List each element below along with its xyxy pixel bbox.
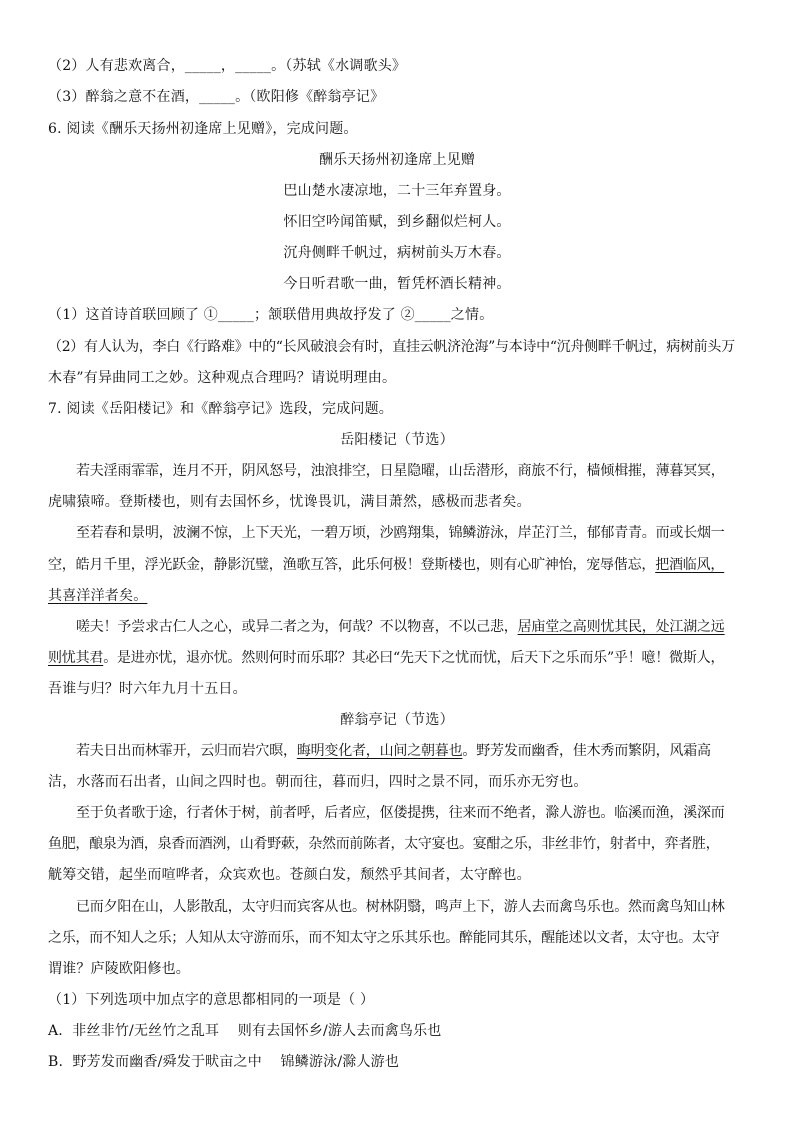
passage-a-p3-line-2-text: 。是进亦忧，退亦忧。然则何时而乐耶？其必曰“先天下之忧而忧，后天下之乐而乐”乎！噫！微斯人， xyxy=(103,650,725,666)
passage-b-p1-line-1 xyxy=(76,741,776,761)
underlined-phrase: 晦明变化者，山间之朝暮也 xyxy=(296,743,463,759)
passage-a-p3-line-1-text: 嗟夫！予尝求古仁人之心，或异二者之为，何哉？不以物喜，不以己悲， xyxy=(76,619,518,635)
q6-sub-2-line-1: （2）有人认为，李白《行路难》中的“长风破浪会有时，直挂云帆济沧海”与本诗中“沉舟侧畔千帆过，病树前头万 xyxy=(48,339,735,355)
passage-b-p3-line-3: 谓谁？庐陵欧阳修也。 xyxy=(48,961,190,977)
passage-b-p2-line-3: 觥筹交错，起坐而喧哗者，众宾欢也。苍颜白发，颓然乎其间者，太守醉也。 xyxy=(48,867,531,883)
passage-b-p1-line-1-text-b: 。野芳发而幽香，佳木秀而繁阴，风霜高 xyxy=(462,743,711,759)
poem-line-2: 怀旧空吟闻笛赋，到乡翻似烂柯人。 xyxy=(283,214,511,230)
passage-a-title: 岳阳楼记（节选） xyxy=(340,432,454,448)
poem-title: 酬乐天扬州初逢席上见赠 xyxy=(318,152,476,168)
passage-b-p3-line-2: 之乐，而不知人之乐；人知从太守游而乐，而不知太守之乐其乐也。醉能同其乐，醒能述以文者，太守也。太守 xyxy=(48,930,720,946)
q6-sub-2-line-2: 木春”有异曲同工之妙。这种观点合理吗？请说明理由。 xyxy=(48,370,397,386)
underlined-phrase: 居庙堂之高则忧其民，处江湖之远 xyxy=(517,619,725,635)
passage-a-p3-line-2 xyxy=(48,648,748,668)
poem-line-3: 沉舟侧畔千帆过，病树前头万木春。 xyxy=(283,245,511,261)
poem-line-1: 巴山楚水凄凉地，二十三年弃置身。 xyxy=(283,183,511,199)
q6-prompt: 6. 阅读《酬乐天扬州初逢席上见赠》，完成问题。 xyxy=(48,121,358,137)
passage-a-p1-line-1: 若夫淫雨霏霏，连月不开，阴风怒号，浊浪排空，日星隐曜，山岳潜形，商旅不行，樯倾楫摧，薄暮冥冥， xyxy=(76,463,725,479)
passage-a-p2-line-2-text: 空，皓月千里，浮光跃金，静影沉璧，渔歌互答，此乐何极！登斯楼也，则有心旷神怡，宠辱偕忘， xyxy=(48,557,656,573)
underlined-phrase: 其喜洋洋者矣。 xyxy=(48,588,148,604)
passage-a-p3-line-1 xyxy=(76,617,776,637)
passage-a-p3-line-3: 吾谁与归？时六年九月十五日。 xyxy=(48,681,247,697)
q7-prompt: 7. 阅读《岳阳楼记》和《醉翁亭记》选段，完成问题。 xyxy=(48,401,394,417)
passage-a-p1-line-2: 虎啸猿啼。登斯楼也，则有去国怀乡，忧谗畏讥，满目萧然，感极而悲者矣。 xyxy=(48,494,531,510)
passage-b-p2-line-2: 鱼肥，酿泉为酒，泉香而酒洌，山肴野蔌，杂然而前陈者，太守宴也。宴酣之乐，非丝非竹，射者中，弈者胜， xyxy=(48,836,720,852)
q5-item-3: （3）醉翁之意不在酒，_____。（欧阳修《醉翁亭记》 xyxy=(48,89,385,105)
passage-a-p2-line-3 xyxy=(48,586,748,606)
poem-line-4: 今日听君歌一曲，暂凭杯酒长精神。 xyxy=(283,276,511,292)
passage-b-p2-line-1: 至于负者歌于途，行者休于树，前者呼，后者应，伛偻提携，往来而不绝者，滁人游也。临溪而渔，溪深而 xyxy=(76,805,725,821)
passage-b-p1-line-1-text-a: 若夫日出而林霏开，云归而岩穴暝， xyxy=(76,743,297,759)
passage-b-p3-line-1: 已而夕阳在山，人影散乱，太守归而宾客从也。树林阴翳，鸣声上下，游人去而禽鸟乐也。然而禽鸟知山林 xyxy=(76,899,725,915)
underlined-phrase: 把酒临风， xyxy=(655,557,725,573)
option-b: B. 野芳发而幽香/舜发于畎亩之中 锦鳞游泳/滁人游也 xyxy=(48,1054,400,1070)
underlined-phrase: 则忧其君 xyxy=(48,650,104,666)
q5-item-2: （2）人有悲欢离合，_____，_____。（苏轼《水调歌头》 xyxy=(48,58,407,74)
q7-sub-1: （1）下列选项中加点字的意思都相同的一项是（ ） xyxy=(48,992,375,1008)
passage-a-p2-line-1: 至若春和景明，波澜不惊，上下天光，一碧万顷，沙鸥翔集，锦鳞游泳，岸芷汀兰，郁郁青青。而或长烟一 xyxy=(76,525,725,541)
passage-b-title: 醉翁亭记（节选） xyxy=(340,712,454,728)
passage-a-p2-line-2 xyxy=(48,555,748,575)
option-a: A. 非丝非竹/无丝竹之乱耳 则有去国怀乡/游人去而禽鸟乐也 xyxy=(48,1023,442,1039)
q6-sub-1: （1）这首诗首联回顾了 ①_____；颔联借用典故抒发了 ②_____之情。 xyxy=(48,307,494,323)
passage-b-p1-line-2: 洁，水落而石出者，山间之四时也。朝而往，暮而归，四时之景不同，而乐亦无穷也。 xyxy=(48,774,588,790)
